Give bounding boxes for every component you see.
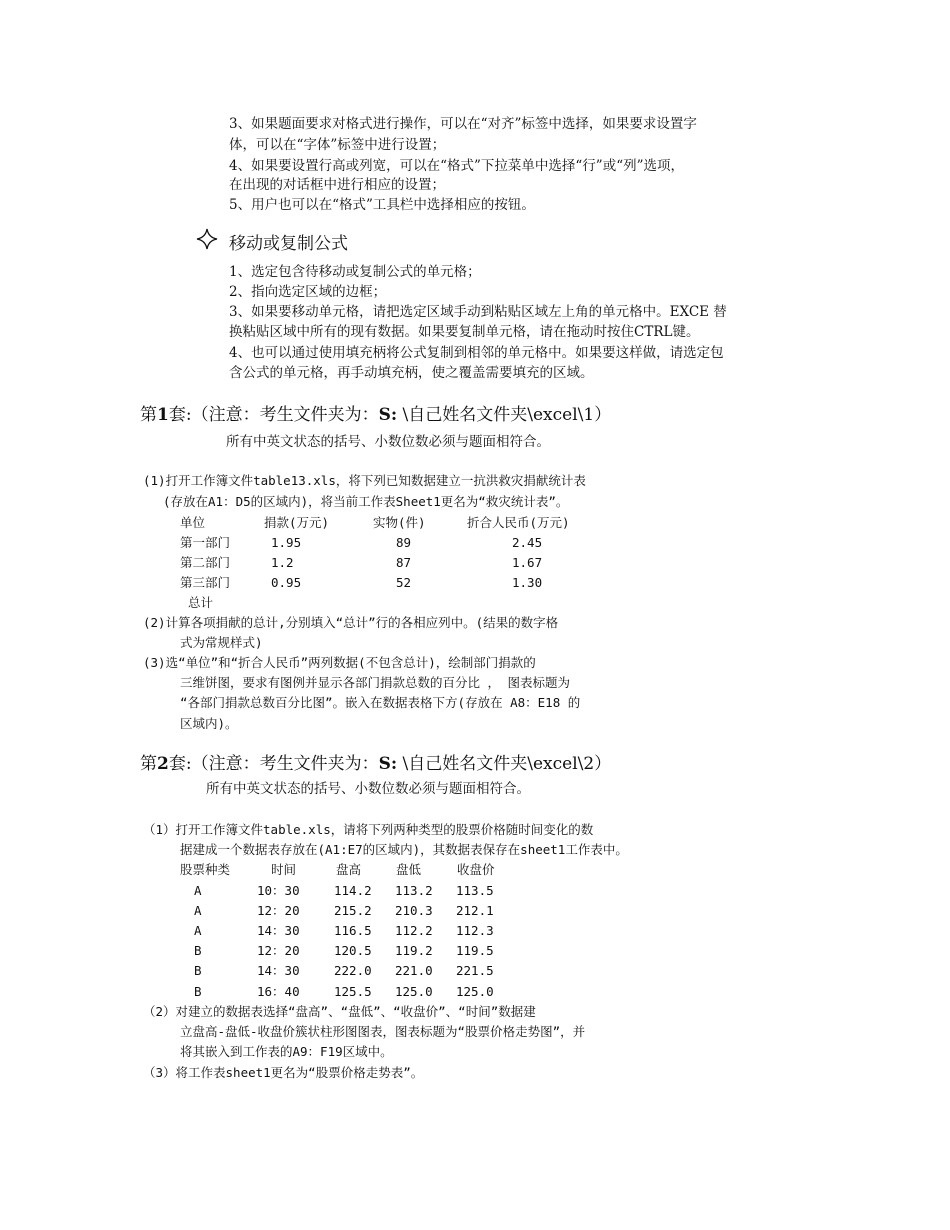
move-line-4: 换粘贴区域中所有的现有数据。如果要复制单元格，请在拖动时按住CTRL键。: [229, 324, 700, 340]
set2-table-cell: 116.5: [334, 923, 372, 938]
set2-table-cell: A: [194, 903, 202, 918]
set2-heading-num: 2: [157, 754, 169, 774]
intro-line-2: 体，可以在“字体”标签中进行设置；: [229, 137, 446, 153]
set2-table-cell: 119.5: [456, 943, 494, 958]
set2-q2-line2: 立盘高-盘低-收盘价簇状柱形图图表，图表标题为“股票价格走势图”，并: [180, 1024, 586, 1039]
set2-table-cell: 114.2: [334, 883, 372, 898]
intro-line-5: 5、用户也可以在“格式”工具栏中选择相应的按钮。: [229, 197, 535, 213]
move-line-2: 2、指向选定区域的边框；: [229, 284, 387, 300]
set1-table-cell: 第一部门: [180, 535, 231, 550]
set2-table-cell: 212.1: [456, 903, 494, 918]
set1-table-cell: 2.45: [512, 535, 543, 550]
set2-table-cell: 112.2: [395, 923, 433, 938]
set1-q2-line2: 式为常规样式): [180, 635, 263, 650]
set2-table-cell: 12：20: [257, 943, 300, 958]
set1-q1-line2: (存放在A1：D5的区域内)，将当前工作表Sheet1更名为“救灾统计表”。: [163, 494, 569, 509]
set1-heading-drive: S:: [378, 405, 398, 425]
set2-table-cell: 14：30: [257, 923, 300, 938]
set2-table-cell: 112.3: [456, 923, 494, 938]
set2-table-cell: 12：20: [257, 903, 300, 918]
set2-table-cell: 222.0: [334, 963, 372, 978]
set2-table-cell: 113.5: [456, 883, 494, 898]
set1-table-header: 折合人民币(万元): [467, 515, 570, 530]
set1-table-cell: 第二部门: [180, 555, 231, 570]
set2-table-cell: 10：30: [257, 883, 300, 898]
set2-table-cell: 119.2: [395, 943, 433, 958]
set2-heading-prefix: 第: [140, 754, 157, 774]
set2-table-cell: B: [194, 963, 202, 978]
set1-table-header: 单位: [180, 515, 206, 530]
set1-heading-rest: 套:（注意：考生文件夹为：: [168, 405, 379, 425]
move-line-1: 1、选定包含待移动或复制公式的单元格；: [229, 264, 481, 280]
set2-q2-line1: （2）对建立的数据表选择“盘高”、“盘低”、“收盘价”、“时间”数据建: [143, 1004, 536, 1019]
set2-q3-line1: （3）将工作表sheet1更名为“股票价格走势表”。: [143, 1065, 424, 1080]
move-line-6: 含公式的单元格，再手动填充柄，使之覆盖需要填充的区域。: [229, 365, 594, 381]
set2-q2-line3: 将其嵌入到工作表的A9：F19区域中。: [180, 1044, 393, 1059]
set1-table-cell: 0.95: [271, 575, 302, 590]
set2-table-header: 收盘价: [457, 862, 495, 877]
set1-q2-line1: (2)计算各项捐献的总计,分别填入“总计”行的各相应列中。(结果的数字格: [143, 615, 559, 630]
set2-q1-line1: （1）打开工作簿文件table.xls，请将下列两种类型的股票价格随时间变化的数: [143, 822, 594, 837]
set2-table-cell: 125.5: [334, 984, 372, 999]
set2-table-cell: 14：30: [257, 963, 300, 978]
set1-note: 所有中英文状态的括号、小数位数必须与题面相符合。: [226, 434, 550, 450]
set1-table-header: 实物(件): [373, 515, 426, 530]
set1-q3-line4: 区域内)。: [180, 716, 238, 731]
set1-q1-line1: (1)打开工作簿文件table13.xls，将下列已知数据建立一抗洪救灾捐献统计表: [143, 473, 586, 488]
set2-table-cell: 125.0: [456, 984, 494, 999]
set2-note: 所有中英文状态的括号、小数位数必须与题面相符合。: [206, 781, 530, 797]
set1-table-cell: 1.67: [512, 555, 543, 570]
set2-table-header: 股票种类: [180, 862, 231, 877]
set1-table-cell: 89: [396, 535, 412, 550]
section-title-move-copy: 移动或复制公式: [229, 234, 348, 254]
set1-table-total-label: 总计: [188, 595, 214, 610]
set2-table-cell: A: [194, 883, 202, 898]
set1-heading-num: 1: [157, 405, 169, 425]
set1-table-cell: 1.95: [271, 535, 302, 550]
set1-table-cell: 1.30: [512, 575, 543, 590]
intro-line-3: 4、如果要设置行高或列宽，可以在“格式”下拉菜单中选择“行”或“列”选项，: [229, 158, 684, 174]
set2-table-cell: 125.0: [395, 984, 433, 999]
set2-table-cell: 16：40: [257, 984, 300, 999]
set2-table-cell: 221.0: [395, 963, 433, 978]
four-point-star-icon: [196, 228, 218, 256]
set2-table-cell: 210.3: [395, 903, 433, 918]
intro-line-4: 在出现的对话框中进行相应的设置；: [229, 177, 445, 193]
set2-table-cell: 120.5: [334, 943, 372, 958]
set2-table-cell: A: [194, 923, 202, 938]
move-line-3: 3、如果要移动单元格，请把选定区域手动到粘贴区域左上角的单元格中。EXCE 替: [229, 304, 727, 320]
set2-heading-path: \自己姓名文件夹\excel\2）: [397, 754, 612, 774]
set2-table-cell: 221.5: [456, 963, 494, 978]
set2-table-header: 时间: [271, 862, 297, 877]
intro-line-1: 3、如果题面要求对格式进行操作，可以在“对齐”标签中选择，如果要求设置字: [229, 116, 697, 132]
set2-table-header: 盘高: [336, 862, 362, 877]
set2-table-header: 盘低: [396, 862, 422, 877]
set1-q3-line2: 三维饼图，要求有图例并显示各部门捐款总数的百分比 ， 图表标题为: [180, 675, 571, 690]
set1-heading: [140, 405, 611, 425]
set2-heading: [140, 754, 611, 774]
set1-table-cell: 第三部门: [180, 575, 231, 590]
set2-table-cell: B: [194, 984, 202, 999]
set1-q3-line1: (3)选“单位”和“折合人民币”两列数据(不包含总计)，绘制部门捐款的: [143, 655, 536, 670]
set1-q3-line3: “各部门捐款总数百分比图”。嵌入在数据表格下方(存放在 A8：E18 的: [180, 695, 581, 710]
set2-table-cell: 113.2: [395, 883, 433, 898]
set1-table-cell: 52: [396, 575, 412, 590]
set1-heading-prefix: 第: [140, 405, 157, 425]
set1-table-header: 捐款(万元): [264, 515, 330, 530]
set2-heading-rest: 套:（注意：考生文件夹为：: [168, 754, 379, 774]
set1-table-cell: 1.2: [271, 555, 294, 570]
move-line-5: 4、也可以通过使用填充柄将公式复制到相邻的单元格中。如果要这样做，请选定包: [229, 345, 724, 361]
set1-heading-path: \自己姓名文件夹\excel\1）: [397, 405, 612, 425]
set2-table-cell: B: [194, 943, 202, 958]
set2-q1-line2: 据建成一个数据表存放在(A1:E7的区域内)，其数据表保存在sheet1工作表中。: [180, 842, 628, 857]
set1-table-cell: 87: [396, 555, 412, 570]
set2-heading-drive: S:: [378, 754, 398, 774]
set2-table-cell: 215.2: [334, 903, 372, 918]
